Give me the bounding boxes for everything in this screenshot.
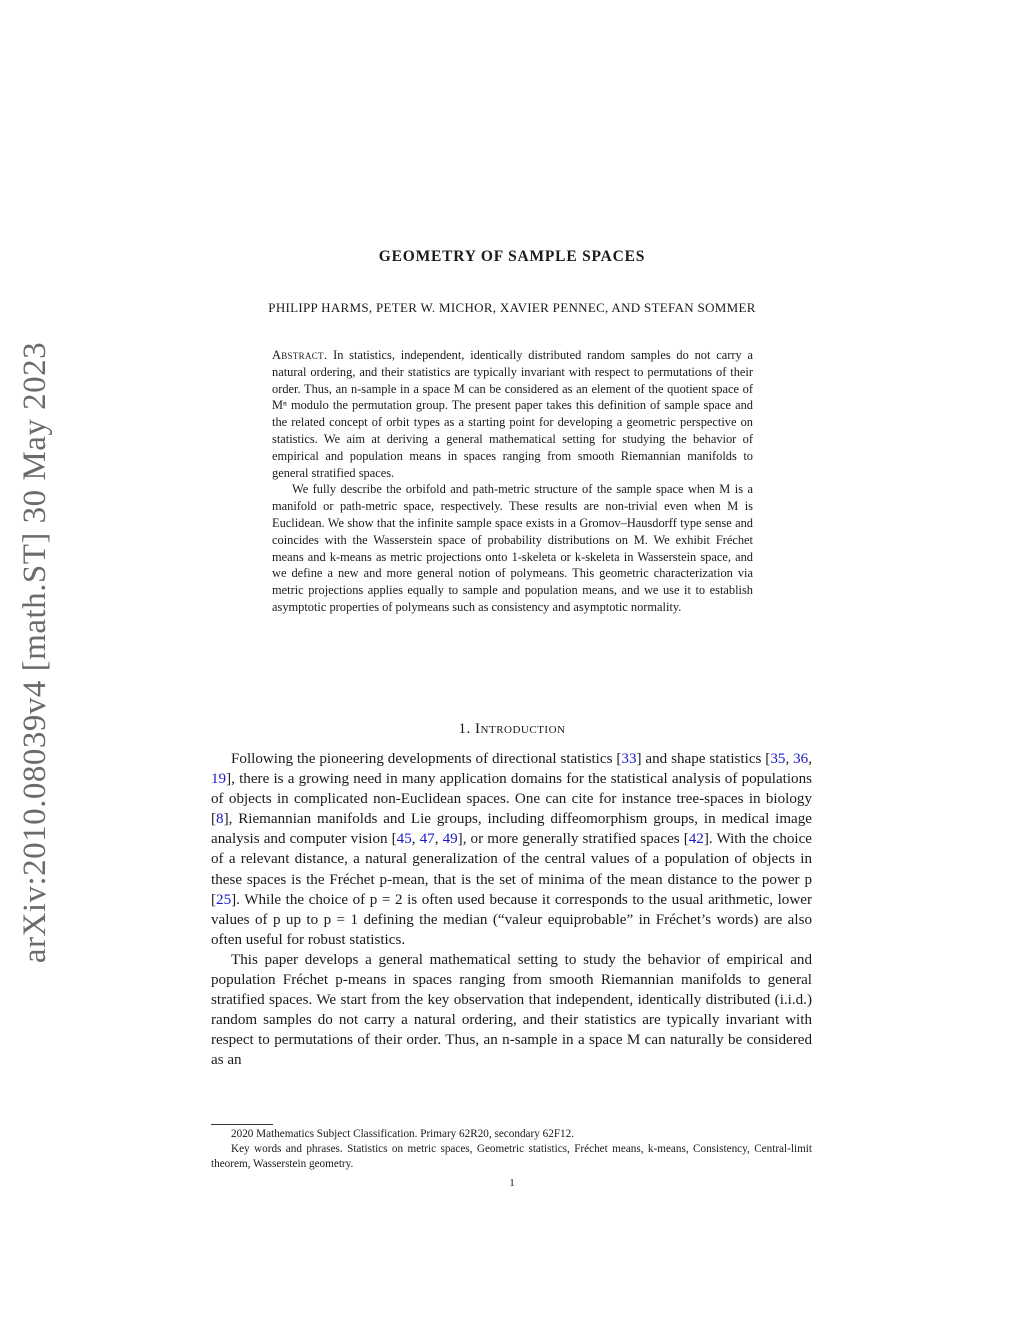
citation-link[interactable]: 25 [216,891,232,908]
intro-text: ]. While the choice of p = 2 is often used because it corresponds to the usual arithmetic, lower values of p up to p = 1 defining the median (“valeur equiprobable” in Fréchet’s words) are also often useful for robust statistics. [211,891,812,948]
abstract [272,347,753,616]
intro-text: , [808,751,812,767]
citation-link[interactable]: 49 [442,831,458,848]
section-title: Introduction [475,721,566,737]
paper-authors: PHILIPP HARMS, PETER W. MICHOR, XAVIER PENNEC, AND STEFAN SOMMER [268,300,756,315]
intro-text: ], or more generally stratified spaces [ [457,831,689,848]
section-heading [0,721,1024,738]
footnote-msc: 2020 Mathematics Subject Classification. Primary 62R20, secondary 62F12. [231,1128,575,1140]
intro-text: ], there is a growing need in many application domains for the statistical analysis of populations of objects in complicated non-Euclidean spaces. One can cite for instance tree-spaces in biology [ [211,771,812,828]
citation-link[interactable]: 36 [793,751,809,767]
intro-paragraph-1 [211,749,812,950]
citation-link[interactable]: 19 [211,771,227,788]
abstract-paragraph-1 [272,347,753,481]
footnote-divider [211,1124,273,1125]
citation-link[interactable]: 33 [621,751,637,767]
intro-text: ] and shape statistics [ [636,751,771,767]
page-number: 1 [509,1177,515,1189]
abstract-text-1: In statistics, independent, identically distributed random samples do not carry a natural ordering, and their statistics are typically invariant with respect to permutations of their order. Thus, an n-sample in a space M can be considered as an element of the quotient space of Mⁿ modulo the permutation group. The present paper takes this definition of sample space and the related concept of orbit types as a starting point for developing a geometric perspective on statistics. We aim at deriving a general mathematical setting for studying the behavior of empirical and population means in spaces ranging from smooth Riemannian manifolds to general stratified spaces. [272,348,753,480]
intro-paragraph-2: This paper develops a general mathematical setting to study the behavior of empirical and population Fréchet p-means in spaces ranging from smooth Riemannian manifolds to general stratified spaces. We start from the key observation that independent, identically distributed (i.i.d.) random samples do not carry a natural ordering, and their statistics are typically invariant with respect to permutations of their order. Thus, an n-sample in a space M can naturally be considered as an [211,951,812,1069]
intro-body [211,749,812,1071]
citation-link[interactable]: 8 [216,811,224,828]
arxiv-stamp-text: arXiv:2010.08039v4 [math.ST] 30 May 2023 [17,341,54,963]
citation-link[interactable]: 42 [688,831,704,848]
intro-text: ]. With the choice of a relevant distance, a natural generalization of the central values of a population of objects in these spaces is the Fréchet p-mean, that is the set of minima of the mean distance to the power p [ [211,831,813,908]
footnote-keywords: Key words and phrases. Statistics on metric spaces, Geometric statistics, Fréchet means, k-means, Consistency, Central-limit theorem, Wasserstein geometry. [211,1143,812,1170]
citation-link[interactable]: 35 [770,751,786,767]
intro-text: , [411,831,420,848]
citation-link[interactable]: 45 [396,831,412,848]
footnotes [211,1127,812,1172]
intro-text: , [434,831,443,848]
abstract-paragraph-2: We fully describe the orbifold and path-metric structure of the sample space when M is a manifold or path-metric space, respectively. These results are non-trivial even when M is Euclidean. We show that the infinite sample space exists in a Gromov–Hausdorff type sense and coincides with the Wasserstein space of probability distributions on M. We exhibit Fréchet means and k-means as metric projections onto 1-skeleta or k-skeleta in Wasserstein space, and we define a new and more general notion of polymeans. This geometric characterization via metric projections applies equally to sample and population means, and we use it to establish asymptotic properties of polymeans such as consistency and asymptotic normality. [272,482,753,614]
abstract-heading: Abstract. [272,348,328,362]
paper-title: GEOMETRY OF SAMPLE SPACES [378,248,646,265]
intro-text: Following the pioneering developments of directional statistics [ [231,751,622,767]
arxiv-stamp [8,322,64,982]
section-number: 1. [458,721,471,737]
intro-text: ], Riemannian manifolds and Lie groups, including diffeomorphism groups, in medical image analysis and computer vision [ [211,811,812,848]
citation-link[interactable]: 47 [419,831,435,848]
intro-text: , [785,751,794,767]
